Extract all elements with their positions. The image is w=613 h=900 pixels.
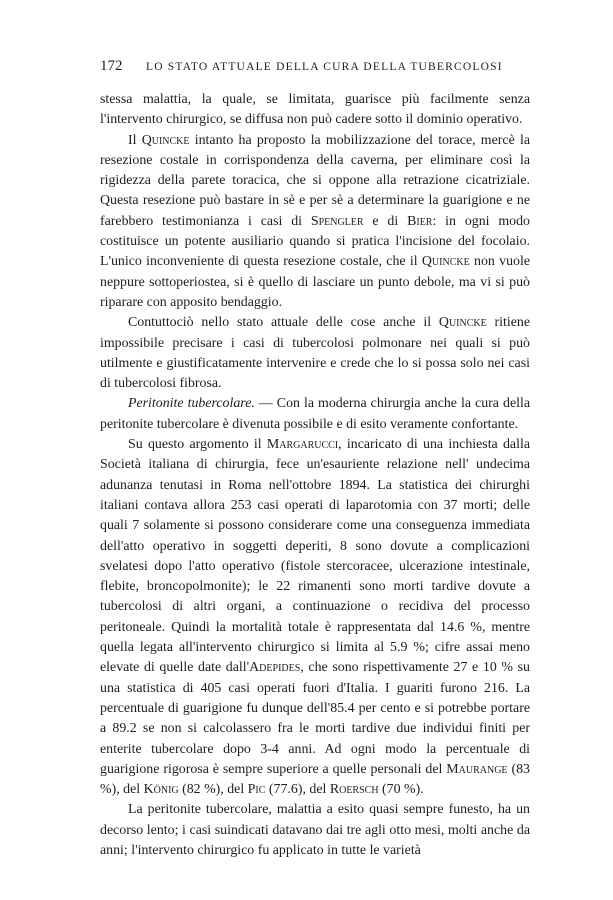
paragraph: La peritonite tubercolare, malattia a esito quasi sempre funesto, ha un decorso lento; i casi suindicati datavano dai tre agli otto mesi, molti anche da anni; l'intervento chirurgico fu applicato in tutte le varietà [100,802,530,858]
section-heading: Peritonite tubercolare. [128,396,255,412]
page-number: 172 [100,58,123,74]
paragraph: Su questo argomento il Margarucci, incaricato di una inchiesta dalla Società italiana di chirurgia, fece un'esauriente relazione nell' undecima adunanza tenutasi in Roma nell'ottobre 1894. La statistica dei chirurghi italiani contava allora 253 casi operati di laparotomia con 37 morti; delle quali 7 solamente si possono considerare come una conseguenza immediata dell'atto operativo in soggetti deperiti, 8 sono dovute a complicazioni svelatesi dopo l'atto operativo (fistole stercoracee, ulcerazione intestinale, flebite, broncopolmonite); le 22 rimanenti sono morti tardive dovute a tubercolosi di altri organi, a continuazione o recidiva del processo peritoneale. Quindi la mortalità totale è rappresentata dal 14.6 %, mentre quella legata all'intervento chirurgico si limita al 5.9 %; cifre assai meno elevate di quelle date dall'Adepides, che sono rispettivamente 27 e 10 % su una statistica di 405 casi operati fuori d'Italia. I guariti furono 216. La percentuale di guarigione fu dunque dell'85.4 per cento e si potrebbe portare a 89.2 se non si calcolassero fra le morti tardive due individui finiti per enterite tubercolare dopo 3-4 anni. Ad ogni modo la percentuale di guarigione rigorosa è sempre superiore a quelle personali del Maurange (83 %), del König (82 %), del Pic (77.6), del Roersch (70 %). [100,437,530,798]
person-name: Maurange [446,761,508,777]
person-name: Margarucci [266,437,339,453]
person-name: Adepides [249,660,301,676]
person-name: Roersch [329,782,379,798]
person-name: Quincke [421,254,470,270]
person-name: Quincke [438,315,487,331]
person-name: Bier [407,213,433,229]
person-name: Quincke [141,132,190,148]
person-name: König [143,782,179,798]
paragraph: Il Quincke intanto ha proposto la mobilizzazione del torace, mercè la resezione costale in corrispondenza della caverna, per eliminare così la rigidezza della parete toracica, che si oppone alla retrazione cicatriziale. Questa resezione può bastare in sè e per sè a determinare la guarigione e ne farebbero testimonianza i casi di Spengler e di Bier: in ogni modo costituisce un potente ausiliario quando si pratica l'incisione del focolaio. L'unico inconveniente di questa resezione costale, che il Quincke non vuole neppure sottoperiostea, si è quello di lasciare un punto debole, ma vi si può riparare con apposito bendaggio. [100,132,531,310]
paragraph: Contuttociò nello stato attuale delle cose anche il Quincke ritiene impossibile precisare i casi di tubercolosi polmonare nei quali si può utilmente e giustificatamente intervenire e crede che lo si possa solo nei casi di tubercolosi fibrosa. [100,315,531,392]
person-name: Pic [247,782,266,798]
section-paragraph: Peritonite tubercolare. — Con la moderna chirurgia anche la cura della peritonite tubercolare è divenuta possibile e di esito veramente confortante. [100,396,530,432]
person-name: Spengler [310,213,364,229]
running-header [100,58,530,75]
running-title: LO STATO ATTUALE DELLA CURA DELLA TUBERCOLOSI [145,61,503,73]
paragraph: stessa malattia, la quale, se limitata, guarisce più facilmente senza l'intervento chirurgico, se diffusa non può cadere sotto il dominio operativo. [100,92,530,128]
body-text [100,90,530,861]
